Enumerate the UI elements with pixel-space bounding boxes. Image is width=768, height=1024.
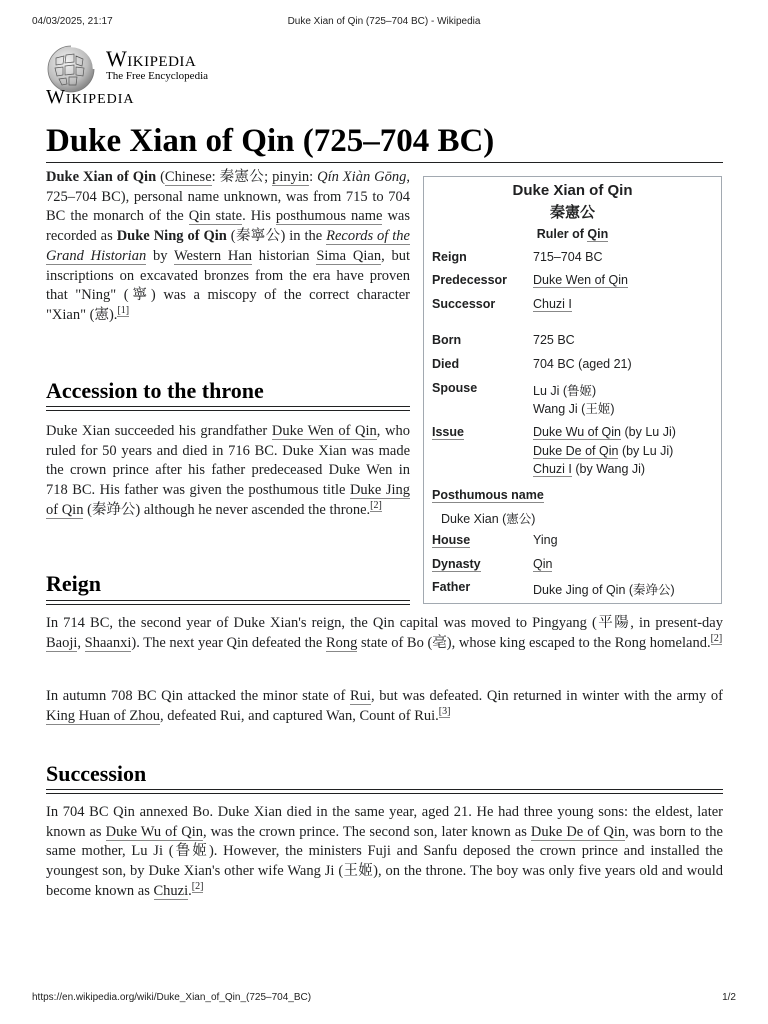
link-qin-state[interactable]: Qin state — [188, 208, 243, 225]
print-header — [32, 16, 736, 30]
infobox-link-issue[interactable]: Issue — [432, 425, 464, 439]
title-divider — [46, 162, 723, 163]
ref-2[interactable]: [2] — [710, 632, 723, 644]
wikipedia-logo[interactable] — [46, 44, 306, 112]
infobox-label-born: Born — [432, 333, 462, 347]
infobox-link-duke-de[interactable]: Duke De of Qin — [533, 444, 619, 458]
link-chuzi[interactable]: Chuzi — [153, 882, 189, 899]
intro-paragraph: Duke Xian of Qin (Chinese: 秦憲公; pinyin: Qín Xiàn Gōng, 725–704 BC), personal name unknown, was from 715 to 704 BC the monarch of the Qin state. His posthumous name was recorded as Duke Ning of Qin (秦寧公) in the Records of the Grand Historian by Western Han historian Sima Qian, but inscriptions on excavated bronzes from the era have proven that "Ning" (寧) was a miscopy of the correct character "Xian" (憲).[1] — [46, 169, 410, 323]
infobox-value-died: 704 BC (aged 21) — [533, 357, 632, 371]
infobox-link-qin[interactable]: Qin — [587, 227, 609, 241]
infobox-value-born: 725 BC — [533, 333, 575, 347]
heading-accession-rule — [46, 406, 410, 411]
link-duke-jing[interactable]: Duke Jing of Qin — [46, 482, 410, 518]
infobox-value-posthumous-name: Duke Xian (憲公) — [441, 512, 536, 526]
ref-2[interactable]: [2] — [191, 880, 204, 892]
link-king-huan-of-zhou[interactable]: King Huan of Zhou — [46, 707, 160, 724]
infobox-link-chuzi[interactable]: Chuzi I — [533, 462, 572, 476]
infobox — [423, 176, 722, 604]
link-rong[interactable]: Rong — [325, 634, 358, 651]
infobox-label-successor: Successor — [432, 297, 496, 311]
print-page-number: 1/2 — [722, 992, 736, 1003]
infobox-label-reign: Reign — [432, 250, 467, 264]
wikipedia-wordmark-small: Wikipedia — [46, 86, 135, 108]
infobox-label-died: Died — [432, 357, 460, 371]
wikipedia-tagline: The Free Encyclopedia — [106, 70, 209, 82]
infobox-value-spouse-1: Lu Ji (鲁姬) — [533, 384, 597, 398]
link-pinyin[interactable]: pinyin — [272, 169, 310, 185]
infobox-link-predecessor[interactable]: Duke Wen of Qin — [533, 273, 628, 287]
heading-reign: Reign — [46, 571, 101, 596]
ref-3[interactable]: [3] — [438, 705, 451, 717]
infobox-value-father: Duke Jing of Qin (秦竫公) — [533, 583, 675, 597]
heading-succession: Succession — [46, 761, 147, 786]
infobox-issue-3: Chuzi I (by Wang Ji) — [533, 462, 646, 476]
infobox-issue-1: Duke Wu of Qin (by Lu Ji) — [533, 425, 676, 439]
link-baoji[interactable]: Baoji — [46, 634, 78, 651]
reign-paragraph-1: In 714 BC, the second year of Duke Xian's reign, the Qin capital was moved to Pingyang (平陽, in present-day Baoji, Shaanxi). The next year Qin defeated the Rong state of Bo (亳), whose king escaped to the Rong homeland.[2] — [46, 615, 723, 651]
link-posthumous-name[interactable]: posthumous name — [275, 208, 383, 225]
infobox-label-spouse: Spouse — [432, 381, 478, 395]
link-sima-qian[interactable]: Sima Qian — [316, 247, 382, 264]
infobox-link-duke-wu[interactable]: Duke Wu of Qin — [533, 425, 622, 439]
infobox-link-successor[interactable]: Chuzi I — [533, 297, 572, 311]
alt-name: Duke Ning of Qin — [116, 228, 227, 245]
reign-paragraph-2: In autumn 708 BC Qin attacked the minor state of Rui, but was defeated. Qin returned in winter with the army of King Huan of Zhou, defeated Rui, and captured Wan, Count of Rui.[3] — [46, 688, 723, 724]
link-chinese[interactable]: Chinese — [164, 169, 212, 185]
infobox-value-reign: 715–704 BC — [533, 250, 603, 264]
succession-paragraph: In 704 BC Qin annexed Bo. Duke Xian died in the same year, aged 21. He had three young sons: the eldest, later known as Duke Wu of Qin, was the crown prince. The second son, later known as Duke De of Qin, was born to the same mother, Lu Ji (鲁姬). However, the ministers Fuji and Sanfu deposed the crown prince and installed the youngest son, by Duke Xian's other wife Wang Ji (王姬), on the throne. The boy was only five years old and would become known as Chuzi.[2] — [46, 804, 723, 899]
print-url: https://en.wikipedia.org/wiki/Duke_Xian_of_Qin_(725–704_BC) — [32, 992, 312, 1003]
infobox-value-house: Ying — [533, 533, 558, 547]
link-duke-wen[interactable]: Duke Wen of Qin — [271, 423, 377, 439]
heading-accession: Accession to the throne — [46, 378, 264, 403]
ref-2[interactable]: [2] — [370, 499, 382, 511]
link-shaanxi[interactable]: Shaanxi — [84, 634, 132, 651]
ref-1[interactable]: [1] — [117, 305, 130, 317]
link-duke-wu[interactable]: Duke Wu of Qin — [105, 823, 204, 840]
pinyin-text: Qín Xiàn Gōng — [317, 169, 407, 185]
infobox-title: Duke Xian of Qin — [512, 182, 633, 199]
infobox-link-house[interactable]: House — [432, 533, 471, 547]
intro-subject: Duke Xian of Qin — [46, 169, 157, 185]
infobox-label-predecessor: Predecessor — [432, 273, 508, 287]
page-title: Duke Xian of Qin (725–704 BC) — [46, 123, 495, 159]
infobox-issue-2: Duke De of Qin (by Lu Ji) — [533, 444, 674, 458]
print-date: 04/03/2025, 21:17 — [32, 16, 113, 27]
infobox-link-dynasty[interactable]: Dynasty — [432, 557, 481, 571]
link-records-grand-historian[interactable]: Records of the Grand Historian — [46, 228, 410, 264]
accession-paragraph: Duke Xian succeeded his grandfather Duke Wen of Qin, who ruled for 50 years and died in 716 BC. Duke Xian was made the crown prince after his father predeceased Duke Wen in 718 BC. His father was given the posthumous title Duke Jing of Qin (秦竫公) although he never ascended the throne.[2] — [46, 423, 410, 518]
infobox-label-posthumous-name[interactable]: Posthumous name — [432, 488, 544, 502]
link-western-han[interactable]: Western Han — [173, 247, 253, 264]
infobox-value-spouse-2: Wang Ji (王姬) — [533, 402, 615, 416]
infobox-label-father: Father — [432, 580, 471, 594]
infobox-title-chinese: 秦憲公 — [549, 204, 595, 221]
link-rui[interactable]: Rui — [349, 688, 371, 704]
infobox-ruler-of: Ruler of Qin — [536, 227, 609, 241]
heading-succession-rule — [46, 789, 723, 794]
infobox-link-dynasty-qin[interactable]: Qin — [533, 557, 553, 571]
wikipedia-wordmark: Wikipedia — [106, 46, 197, 71]
print-page-title: Duke Xian of Qin (725–704 BC) - Wikipedia — [287, 16, 481, 27]
link-duke-de[interactable]: Duke De of Qin — [530, 823, 626, 840]
print-footer — [32, 992, 736, 1006]
heading-reign-rule — [46, 600, 410, 605]
